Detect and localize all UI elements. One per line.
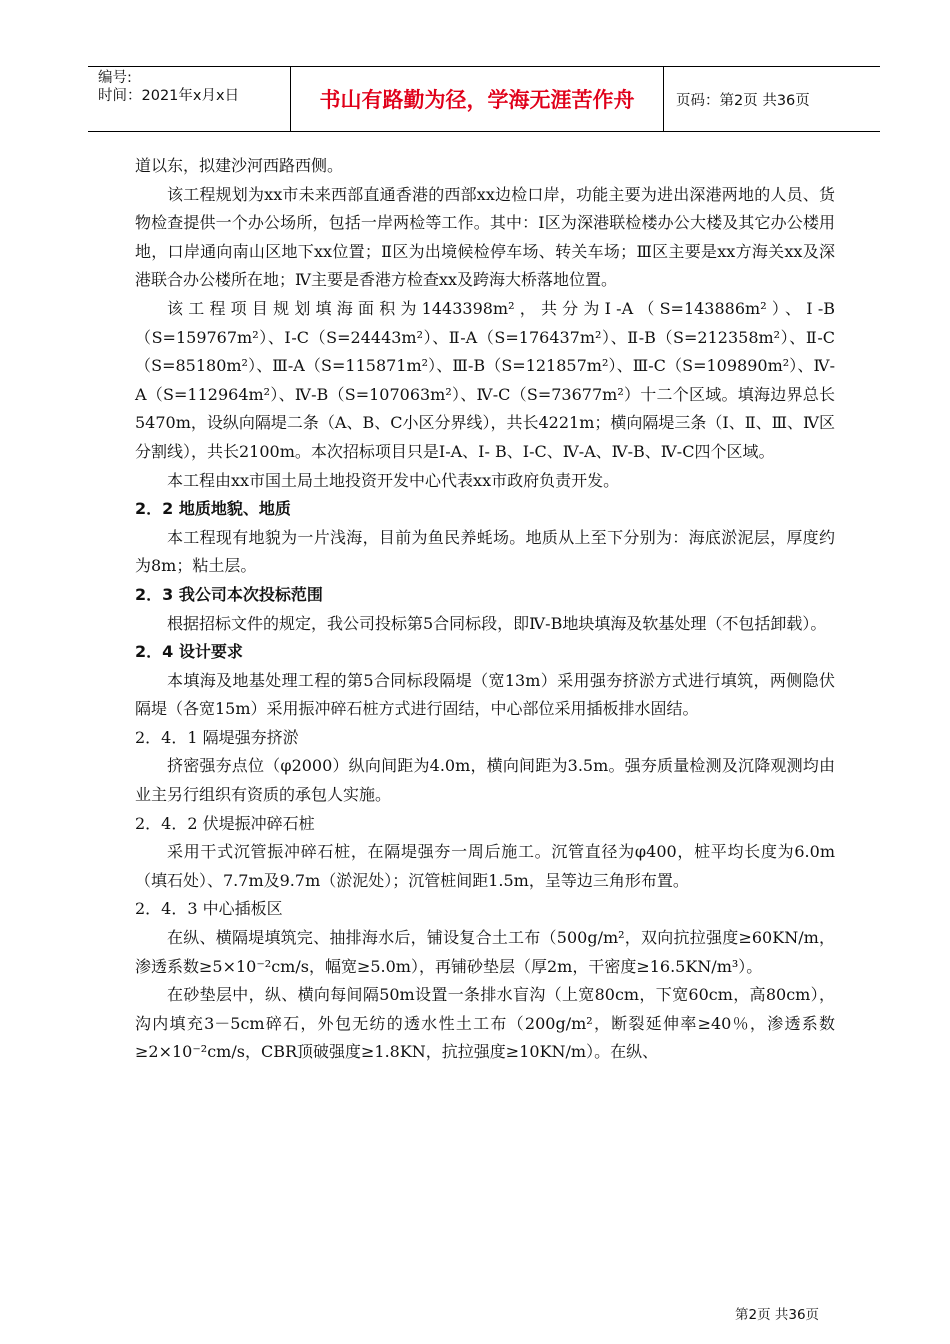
- paragraph: 本填海及地基处理工程的第5合同标段隔堤（宽13m）采用强夯挤淤方式进行填筑，两侧隐伏隔堤（各宽15m）采用振冲碎石桩方式进行固结，中心部位采用插板排水固结。: [135, 670, 835, 719]
- paragraph: 在纵、横隔堤填筑完、抽排海水后，铺设复合土工布（500g/m²，双向抗拉强度≥60KN/m，渗透系数≥5×10⁻²cm/s，幅宽≥5.0m），再铺砂垫层（厚2m，干密度≥16.5KN/m³）。: [135, 928, 835, 976]
- page-label-cell: [664, 67, 880, 131]
- header-meta-cell: [88, 67, 291, 131]
- page-footer: [735, 1303, 819, 1323]
- page-label: 页码：第2页 共36页: [676, 92, 810, 109]
- paragraph: 在砂垫层中，纵、横向每间隔50m设置一条排水盲沟（上宽80cm，下宽60cm，高80cm），沟内填充3－5cm碎石，外包无纺的透水性土工布（200g/m²，断裂延伸率≥40％，渗透系数≥2×10⁻²cm/s，CBR顶破强度≥1.8KN，抗拉强度≥10KN/m）。在纵、: [135, 985, 835, 1062]
- paragraph: 道以东，拟建沙河西路西侧。: [135, 156, 344, 175]
- document-body: [135, 152, 835, 1067]
- time-label: 时间：2021年x月x日: [98, 88, 240, 104]
- subsection-heading: 2．4．3 中心插板区: [135, 899, 283, 919]
- section-heading: 2．2 地质地貌、地质: [135, 499, 291, 519]
- paragraph: 根据招标文件的规定，我公司投标第5合同标段，即Ⅳ-B地块填海及软基处理（不包括卸载）。: [167, 613, 827, 633]
- number-label: 编号:: [98, 70, 132, 86]
- paragraph: 该工程规划为xx市未来西部直通香港的西部xx边检口岸，功能主要为进出深港两地的人员、货物检查提供一个办公场所，包括一岸两检等工作。其中：Ⅰ区为深港联检楼办公大楼及其它办公楼用地，口岸通向南山区地下xx位置；Ⅱ区为出境候检停车场、转关车场；Ⅲ区主要是xx方海关xx及深港联合办公楼所在地；Ⅳ主要是香港方检查xx及跨海大桥落地位置。: [135, 184, 835, 290]
- paragraph: 挤密强夯点位（φ2000）纵向间距为4.0m，横向间距为3.5m。强夯质量检测及沉降观测均由业主另行组织有资质的承包人实施。: [135, 756, 835, 805]
- header-table: [88, 66, 880, 132]
- motto-cell: [291, 67, 664, 131]
- section-heading: 2．4 设计要求: [135, 642, 243, 662]
- subsection-heading: 2．4．1 隔堤强夯挤淤: [135, 727, 299, 747]
- footer-page-number: 第2页 共36页: [735, 1307, 820, 1323]
- paragraph: 本工程由xx市国土局土地投资开发中心代表xx市政府负责开发。: [167, 470, 620, 490]
- section-heading: 2．3 我公司本次投标范围: [135, 584, 323, 604]
- motto-text: 书山有路勤为径，学海无涯苦作舟: [319, 88, 635, 112]
- paragraph: 采用干式沉管振冲碎石桩，在隔堤强夯一周后施工。沉管直径为φ400，桩平均长度为6.0m（填石处）、7.7m及9.7m（淤泥处）；沉管桩间距1.5m，呈等边三角形布置。: [135, 842, 835, 890]
- subsection-heading: 2．4．2 伏堤振冲碎石桩: [135, 813, 315, 833]
- paragraph: 该工程项目规划填海面积为1443398m²，共分为Ⅰ-A（S=143886m²）、Ⅰ-B（S=159767m²）、Ⅰ-C（S=24443m²）、Ⅱ-A（S=176437m²）、Ⅱ-B（S=212358m²）、Ⅱ-C（S=85180m²）、Ⅲ-A（S=115871m²）、Ⅲ-B（S=121857m²）、Ⅲ-C（S=109890m²）、Ⅳ-A（S=112964m²）、Ⅳ-B（S=107063m²）、Ⅳ-C（S=73677m²）十二个区域。填海边界总长5470m，设纵向隔堤二条（A、B、C小区分界线），共长4221m；横向隔堤三条（Ⅰ、Ⅱ、Ⅲ、Ⅳ区分割线），共长2100m。本次招标项目只是Ⅰ-A、Ⅰ- B、Ⅰ-C、Ⅳ-A、Ⅳ-B、Ⅳ-C四个区域。: [135, 298, 835, 461]
- paragraph: 本工程现有地貌为一片浅海，目前为鱼民养蚝场。地质从上至下分别为：海底淤泥层，厚度约为8m；粘土层。: [135, 527, 835, 576]
